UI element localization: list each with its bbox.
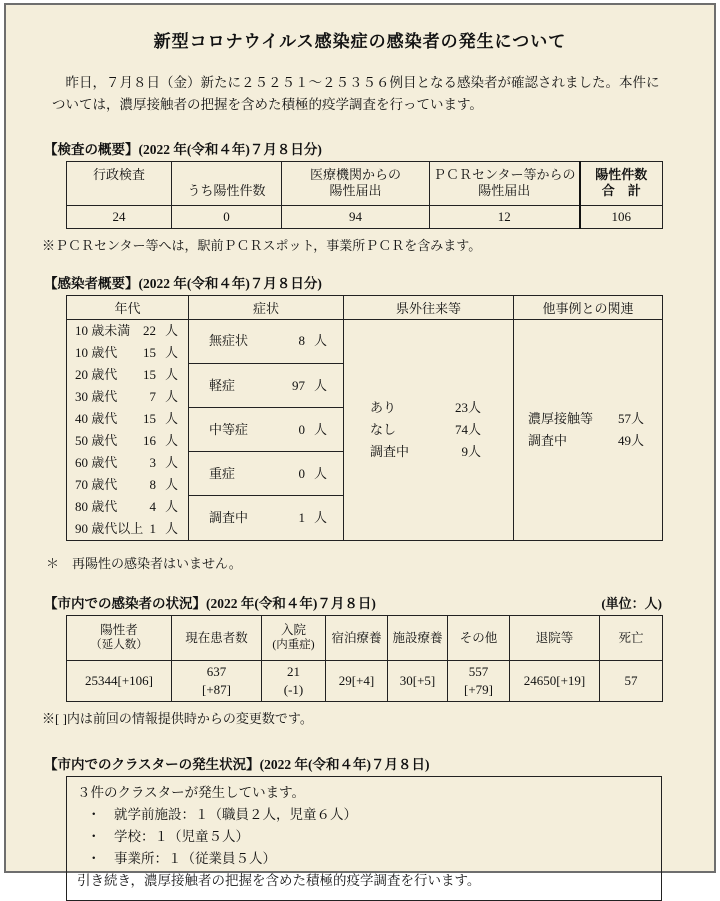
symptom-cell: 無症状 8 人 <box>189 319 344 364</box>
inspection-value-row <box>67 205 663 228</box>
header-line: 医療機関からの <box>309 166 401 182</box>
cases-header-row <box>67 295 663 319</box>
status-table <box>66 615 663 702</box>
age-row: 80 歳代 4 人 <box>67 496 189 518</box>
travel-cell <box>344 319 514 540</box>
cluster-bullet-item: ・ 学校：１（児童５人） <box>87 828 249 844</box>
value-facility-care: 30[+5] <box>388 660 448 701</box>
age-row: 30 歳代 7 人 <box>67 386 189 408</box>
header-relation: 他事例との関連 <box>514 295 663 319</box>
symptom-cell: 重症 0 人 <box>189 452 344 496</box>
cases-table <box>66 295 663 541</box>
header-travel: 県外往来等 <box>344 295 514 319</box>
inspection-note: ※ＰＣＲセンター等へは，駅前ＰＣＲスポット，事業所ＰＣＲを含みます。 <box>42 237 482 253</box>
value-positive-total: 106 <box>580 205 663 228</box>
inspection-table <box>66 161 663 229</box>
age-row: 20 歳代 15 人 <box>67 364 189 386</box>
value-admin-test: 24 <box>67 205 172 228</box>
symptom-cell: 中等症 0 人 <box>189 408 344 452</box>
relation-cell <box>514 319 663 540</box>
header-age-group: 年代 <box>67 295 189 319</box>
status-heading-line <box>38 592 662 612</box>
header-hospitalized: 入院 (内重症) <box>262 615 326 660</box>
header-medical-report <box>282 161 430 205</box>
header-line: 陽性届出 <box>478 183 531 199</box>
status-header-row <box>67 615 663 660</box>
header-current-patients: 現在患者数 <box>172 615 262 660</box>
cluster-line: ３件のクラスターが発生しています。 <box>77 784 306 800</box>
page-title: 新型コロナウイルス感染症の感染者の発生について <box>153 32 567 51</box>
travel-list: あり 23人 なし 74人 調査中 9人 <box>370 399 481 459</box>
value-pcr-report: 12 <box>430 205 580 228</box>
header-line: 陽性件数 <box>595 166 648 182</box>
header-positive-total <box>580 161 663 205</box>
header-facility-care: 施設療養 <box>388 615 448 660</box>
header-other: その他 <box>448 615 510 660</box>
value-other: 557 [+79] <box>448 660 510 701</box>
cases-section-heading: 【感染者概要】(2022 年(令和４年)７月８日分) <box>44 275 322 291</box>
cluster-box <box>66 776 662 901</box>
value-discharged: 24650[+19] <box>510 660 600 701</box>
intro-paragraph: 昨日，７月８日（金）新たに２５２５１～２５３５６例目となる感染者が確認されました。本件については，濃厚接触者の把握を含めた積極的疫学調査を行っています。 <box>52 75 660 112</box>
age-row: 50 歳代 16 人 <box>67 430 189 452</box>
cluster-line: 引き続き，濃厚接触者の把握を含めた積極的疫学調査を行います。 <box>77 872 481 888</box>
document-page <box>4 3 716 888</box>
inspection-header-row <box>67 161 663 205</box>
status-value-row <box>67 660 663 701</box>
header-positive-among: うち陽性件数 <box>172 161 282 205</box>
age-row: 10 歳代 15 人 <box>67 342 189 364</box>
value-hospitalized: 21 (-1) <box>262 660 326 701</box>
age-row: 40 歳代 15 人 <box>67 408 189 430</box>
age-row: 70 歳代 8 人 <box>67 474 189 496</box>
cases-note: ＊ 再陽性の感染者はいません。 <box>46 555 242 571</box>
header-line: ＰＣＲセンター等からの <box>433 166 576 182</box>
value-positive-cumulative: 25344[+106] <box>67 660 172 701</box>
header-line: 陽性届出 <box>329 183 382 199</box>
table-row <box>67 319 663 342</box>
relation-list: 濃厚接触等 57人 調査中 49人 <box>528 410 644 448</box>
value-deaths: 57 <box>600 660 663 701</box>
inspection-section-heading: 【検査の概要】(2022 年(令和４年)７月８日分) <box>44 141 322 157</box>
status-note: ※[ ]内は前回の情報提供時からの変更数です。 <box>42 710 313 726</box>
value-current-patients: 637 [+87] <box>172 660 262 701</box>
header-line: 合 計 <box>601 183 641 199</box>
status-unit-note: (単位：人) <box>601 595 662 611</box>
document-content <box>6 5 714 901</box>
header-pcr-report <box>430 161 580 205</box>
header-admin-test: 行政検査 <box>67 161 172 205</box>
symptom-cell: 軽症 97 人 <box>189 364 344 408</box>
value-medical-report: 94 <box>282 205 430 228</box>
header-positive-cumulative: 陽性者 （延人数） <box>67 615 172 660</box>
status-section-heading: 【市内での感染者の状況】(2022 年(令和４年)７月８日) <box>44 595 376 611</box>
age-row: 60 歳代 3 人 <box>67 452 189 474</box>
value-hotel-care: 29[+4] <box>326 660 388 701</box>
symptom-cell: 調査中 1 人 <box>189 496 344 541</box>
cluster-bullet-item: ・ 就学前施設：１（職員２人，児童６人） <box>87 806 357 822</box>
cluster-section-heading: 【市内でのクラスターの発生状況】(2022 年(令和４年)７月８日) <box>44 756 430 772</box>
header-deaths: 死亡 <box>600 615 663 660</box>
header-symptom: 症状 <box>189 295 344 319</box>
header-hotel-care: 宿泊療養 <box>326 615 388 660</box>
age-row: 90 歳代以上 1 人 <box>67 518 189 541</box>
header-discharged: 退院等 <box>510 615 600 660</box>
cluster-bullet-item: ・ 事業所：１（従業員５人） <box>87 850 276 866</box>
value-positive-among: 0 <box>172 205 282 228</box>
age-row: 10 歳未満 22 人 <box>67 319 189 342</box>
